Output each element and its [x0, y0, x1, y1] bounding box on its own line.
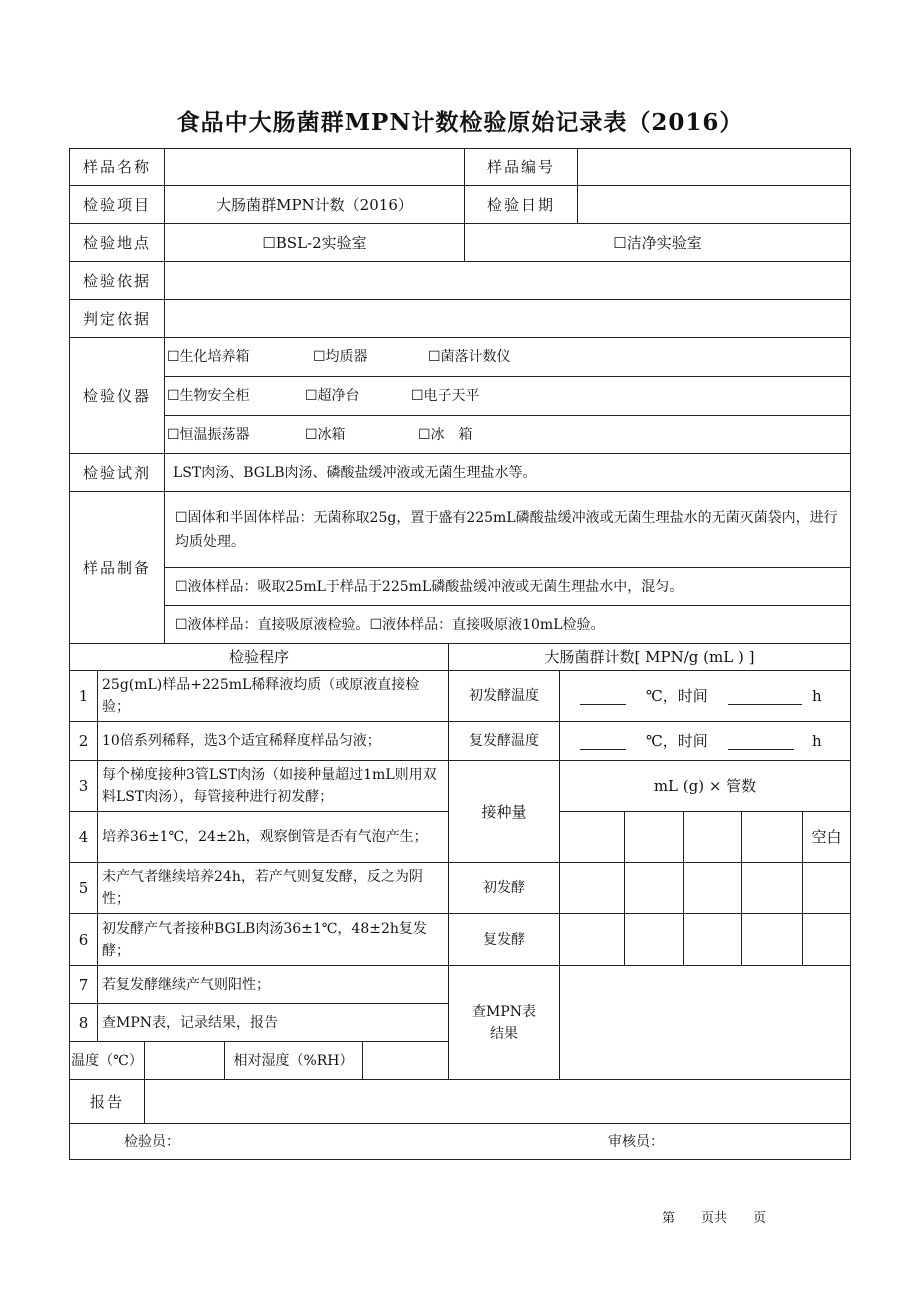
place-clean-checkbox[interactable]: ☐洁净实验室: [464, 223, 851, 262]
secondary-cell[interactable]: [624, 913, 684, 966]
inoc-label: 接种量: [448, 760, 560, 863]
count-header: 大肠菌群计数[ MPN/g (mL ) ]: [448, 643, 851, 671]
sample-no-label: 样品编号: [464, 148, 578, 186]
instrument-checkbox[interactable]: ☐恒温振荡器: [167, 426, 250, 443]
primary-temp-label: 初发酵温度: [448, 670, 560, 722]
reagents-value: LST肉汤、BGLB肉汤、磷酸盐缓冲液或无菌生理盐水等。: [164, 453, 851, 492]
step-number: 2: [69, 721, 98, 761]
instrument-checkbox[interactable]: ☐生物安全柜: [167, 388, 250, 404]
secondary-cell[interactable]: [683, 913, 742, 966]
temp-blank[interactable]: [580, 733, 626, 750]
step-text: 10倍系列稀释，选3个适宜稀释度样品匀液；: [97, 721, 449, 761]
inoc-cell[interactable]: [741, 811, 803, 863]
time-blank[interactable]: [728, 733, 794, 750]
step-number: 6: [69, 913, 98, 966]
test-date-field[interactable]: [577, 185, 851, 224]
temp-field[interactable]: [144, 1041, 225, 1080]
deg-time-label: ℃，时间: [646, 732, 708, 750]
secondary-cell[interactable]: [741, 913, 803, 966]
instrument-checkbox[interactable]: ☐冰箱: [305, 426, 346, 443]
judge-basis-label: 判定依据: [69, 299, 165, 338]
instruments-row-1: [164, 337, 851, 377]
hour-label: h: [812, 687, 822, 705]
step-number: 4: [69, 811, 98, 863]
procedure-header: 检验程序: [69, 643, 449, 671]
secondary-temp-field[interactable]: [559, 721, 851, 761]
primary-blank-cell[interactable]: [802, 862, 851, 914]
signature-row: [69, 1123, 851, 1160]
instrument-checkbox[interactable]: ☐冰 箱: [418, 426, 473, 443]
inoc-cell[interactable]: [559, 811, 625, 863]
judge-basis-field[interactable]: [164, 299, 851, 338]
primary-cell[interactable]: [741, 862, 803, 914]
secondary-blank-cell[interactable]: [802, 913, 851, 966]
step-text: 每个梯度接种3管LST肉汤（如接种量超过1mL则用双料LST肉汤），每管接种进行初发酵；: [97, 760, 449, 812]
step-number: 1: [69, 670, 98, 722]
prep-liquid-checkbox[interactable]: ☐液体样品：吸取25mL于样品于225mL磷酸盐缓冲液或无菌生理盐水中，混匀。: [164, 567, 851, 606]
humidity-field[interactable]: [362, 1041, 449, 1080]
primary-cell[interactable]: [624, 862, 684, 914]
sample-name-field[interactable]: [164, 148, 465, 186]
step-number: 3: [69, 760, 98, 812]
step-text: 培养36±1℃，24±2h，观察倒管是否有气泡产生；: [97, 811, 449, 863]
step-number: 7: [69, 965, 98, 1004]
secondary-cell[interactable]: [559, 913, 625, 966]
sample-name-label: 样品名称: [69, 148, 165, 186]
test-date-label: 检验日期: [464, 185, 578, 224]
instrument-checkbox[interactable]: ☐超净台: [305, 388, 360, 404]
page-title: 食品中大肠菌群MPN计数检验原始记录表（2016）: [176, 109, 744, 136]
instruments-label: 检验仪器: [69, 337, 165, 454]
primary-label: 初发酵: [448, 862, 560, 914]
instrument-checkbox[interactable]: ☐生化培养箱: [167, 349, 250, 365]
prep-liquid-direct-checkbox[interactable]: ☐液体样品：直接吸原液检验。☐液体样品：直接吸原液10mL检验。: [164, 605, 851, 644]
mpn-result-field[interactable]: [559, 965, 851, 1080]
test-basis-label: 检验依据: [69, 261, 165, 300]
inoc-unit: mL (g) × 管数: [559, 760, 851, 812]
temp-label: 温度（℃）: [69, 1041, 145, 1080]
test-item-value: 大肠菌群MPN计数（2016）: [164, 185, 465, 224]
step-text: 未产气者继续培养24h，若产气则复发酵，反之为阴性；: [97, 862, 449, 914]
blank-label: 空白: [802, 811, 851, 863]
step-text: 初发酵产气者接种BGLB肉汤36±1℃，48±2h复发酵；: [97, 913, 449, 966]
step-number: 8: [69, 1003, 98, 1042]
time-blank[interactable]: [728, 688, 802, 705]
instrument-checkbox[interactable]: ☐电子天平: [411, 388, 480, 404]
mpn-result-label: 查MPN表结果: [448, 965, 560, 1080]
place-bsl2-checkbox[interactable]: ☐BSL-2实验室: [164, 223, 465, 262]
primary-temp-field[interactable]: [559, 670, 851, 722]
reagents-label: 检验试剂: [69, 453, 165, 492]
step-number: 5: [69, 862, 98, 914]
step-text: 若复发酵继续产气则阳性；: [97, 965, 449, 1004]
step-text: 25g(mL)样品+225mL稀释液均质（或原液直接检验；: [97, 670, 449, 722]
temp-blank[interactable]: [580, 688, 626, 705]
instrument-checkbox[interactable]: ☐菌落计数仪: [428, 349, 511, 365]
prep-solid-checkbox[interactable]: ☐固体和半固体样品：无菌称取25g，置于盛有225mL磷酸盐缓冲液或无菌生理盐水的无菌灭菌袋内，进行均质处理。: [164, 491, 851, 568]
page-footer: 第 页共 页: [662, 1211, 767, 1226]
report-field[interactable]: [144, 1079, 851, 1124]
test-basis-field[interactable]: [164, 261, 851, 300]
primary-cell[interactable]: [683, 862, 742, 914]
inoc-cell[interactable]: [683, 811, 742, 863]
sample-no-field[interactable]: [577, 148, 851, 186]
test-item-label: 检验项目: [69, 185, 165, 224]
reviewer-label: 审核员：: [608, 1133, 664, 1150]
instruments-row-2: [164, 376, 851, 416]
prep-label: 样品制备: [69, 491, 165, 644]
instruments-row-3: [164, 415, 851, 454]
instrument-checkbox[interactable]: ☐均质器: [313, 349, 368, 365]
report-label: 报告: [69, 1079, 145, 1124]
step-text: 查MPN表，记录结果，报告: [97, 1003, 449, 1042]
primary-cell[interactable]: [559, 862, 625, 914]
humidity-label: 相对湿度（%RH）: [224, 1041, 363, 1080]
secondary-label: 复发酵: [448, 913, 560, 966]
secondary-temp-label: 复发酵温度: [448, 721, 560, 761]
deg-time-label: ℃，时间: [646, 687, 708, 705]
test-place-label: 检验地点: [69, 223, 165, 262]
inspector-label: 检验员：: [124, 1133, 180, 1150]
inoc-cell[interactable]: [624, 811, 684, 863]
hour-label: h: [812, 732, 822, 750]
